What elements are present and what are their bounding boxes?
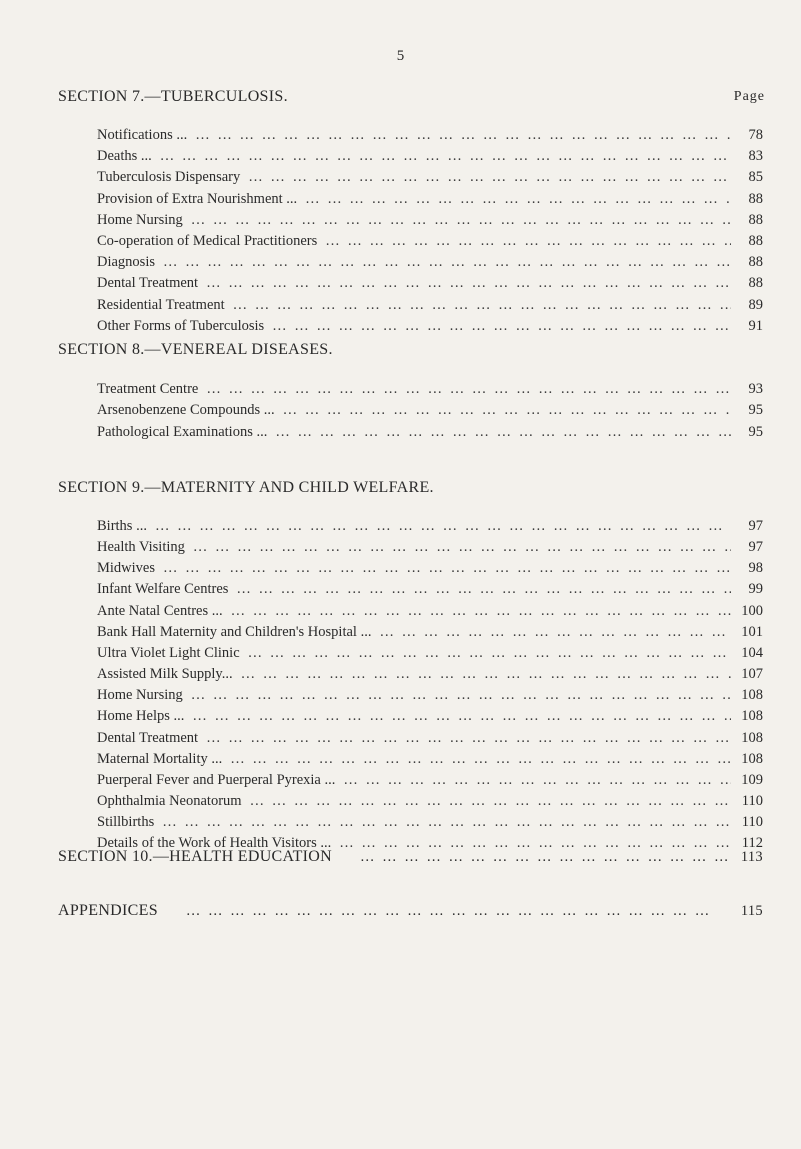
toc-entry-page: 78 <box>748 127 763 143</box>
section-10-entry[interactable] <box>58 848 763 868</box>
leader-dots <box>206 275 731 292</box>
toc-entry[interactable] <box>97 666 763 686</box>
toc-entry-label: Midwives <box>97 560 155 577</box>
toc-entry-page: 85 <box>748 169 763 186</box>
leader-dots <box>248 645 731 662</box>
toc-entry-label: Ante Natal Centres ... <box>97 602 223 619</box>
leader-dots <box>360 849 731 866</box>
toc-entry[interactable] <box>97 275 763 295</box>
toc-entry[interactable] <box>97 402 763 422</box>
toc-entry-page: 97 <box>748 518 763 534</box>
toc-entry-page: 89 <box>748 296 763 313</box>
toc-entry-label: Stillbirths <box>97 814 155 831</box>
toc-entry-label: Details of the Work of Health Visitors ... <box>97 835 332 852</box>
toc-entry[interactable] <box>97 687 763 707</box>
toc-entry-page: 108 <box>741 708 763 725</box>
toc-entry[interactable] <box>97 708 763 728</box>
toc-entry-label: Notifications ... <box>97 127 188 143</box>
toc-entry-label: Infant Welfare Centres <box>97 581 229 598</box>
toc-entry-label: Puerperal Fever and Puerperal Pyrexia ... <box>97 771 336 788</box>
toc-entry-page: 110 <box>741 792 763 809</box>
toc-entry[interactable] <box>97 560 763 580</box>
leader-dots <box>192 708 731 725</box>
toc-entry[interactable] <box>97 169 763 189</box>
toc-entry-page: 91 <box>748 317 763 334</box>
leader-dots <box>163 560 731 577</box>
toc-entry[interactable] <box>97 212 763 232</box>
page-column-label: Page <box>733 89 765 104</box>
toc-entry[interactable] <box>97 148 763 168</box>
toc-entry[interactable] <box>97 539 763 559</box>
section-7-heading: SECTION 7.—TUBERCULOSIS. <box>58 88 288 105</box>
leader-dots <box>231 603 731 620</box>
toc-entry-page: 109 <box>741 771 763 788</box>
leader-dots <box>379 624 731 641</box>
leader-dots <box>155 518 731 535</box>
toc-entry-page: 101 <box>741 623 763 640</box>
leader-dots <box>305 191 731 208</box>
toc-entry-page: 110 <box>741 814 763 831</box>
toc-entry-page: 83 <box>748 148 763 165</box>
toc-entry[interactable] <box>97 424 763 444</box>
toc-entry-page: 108 <box>741 687 763 704</box>
leader-dots <box>250 793 731 810</box>
section-10-label: SECTION 10.—HEALTH EDUCATION <box>58 848 333 865</box>
toc-entry-label: Bank Hall Maternity and Children's Hospital ... <box>97 623 372 640</box>
toc-entry[interactable] <box>97 318 763 338</box>
leader-dots <box>248 169 731 186</box>
toc-entry-label: Residential Treatment <box>97 296 225 313</box>
leader-dots <box>283 402 731 419</box>
appendices-page: 115 <box>740 903 763 919</box>
toc-entry-label: Dental Treatment <box>97 729 199 746</box>
appendices-label: APPENDICES <box>58 902 158 919</box>
toc-entry[interactable] <box>97 751 763 771</box>
toc-entry-label: Ultra Violet Light Clinic <box>97 644 240 661</box>
toc-entry-page: 88 <box>748 211 763 228</box>
toc-entry[interactable] <box>97 381 763 401</box>
toc-entry-page: 100 <box>741 602 763 619</box>
toc-entry[interactable] <box>97 645 763 665</box>
leader-dots <box>241 666 731 683</box>
toc-entry-page: 95 <box>748 423 763 440</box>
leader-dots <box>193 539 731 556</box>
section-10-page: 113 <box>740 849 763 865</box>
toc-entry[interactable] <box>97 814 763 834</box>
toc-entry[interactable] <box>97 603 763 623</box>
toc-entry-page: 108 <box>741 729 763 746</box>
toc-entry-label: Maternal Mortality ... <box>97 750 223 767</box>
toc-entry-label: Health Visiting <box>97 539 185 556</box>
toc-entry-label: Home Helps ... <box>97 708 185 725</box>
toc-entry[interactable] <box>97 793 763 813</box>
leader-dots <box>206 730 731 747</box>
toc-entry-label: Provision of Extra Nourishment ... <box>97 190 298 207</box>
leader-dots <box>191 212 731 229</box>
toc-entry-page: 88 <box>748 233 763 249</box>
toc-entry-label: Dental Treatment <box>97 275 199 292</box>
leader-dots <box>206 381 731 398</box>
toc-entry[interactable] <box>97 772 763 792</box>
toc-entry-page: 107 <box>741 666 763 683</box>
leader-dots <box>233 297 731 314</box>
toc-entry-page: 108 <box>741 750 763 767</box>
toc-entry[interactable] <box>97 581 763 601</box>
appendices-entry[interactable] <box>58 902 763 922</box>
leader-dots <box>325 233 731 250</box>
section-9-heading: SECTION 9.—MATERNITY AND CHILD WELFARE. <box>58 479 434 496</box>
toc-entry-label: Tuberculosis Dispensary <box>97 169 241 186</box>
page-number: 5 <box>396 48 405 64</box>
leader-dots <box>191 687 731 704</box>
leader-dots <box>272 318 731 335</box>
leader-dots <box>163 254 731 271</box>
toc-entry[interactable] <box>97 518 763 538</box>
toc-entry-page: 88 <box>748 254 763 271</box>
leader-dots <box>230 751 731 768</box>
toc-entry-page: 88 <box>748 275 763 292</box>
toc-entry-page: 112 <box>741 835 763 852</box>
toc-entry[interactable] <box>97 624 763 644</box>
leader-dots <box>236 581 731 598</box>
toc-entry-label: Ophthalmia Neonatorum <box>97 792 242 809</box>
toc-entry-label: Treatment Centre <box>97 381 199 397</box>
toc-entry-label: Home Nursing <box>97 211 183 228</box>
toc-entry-label: Births ... <box>97 518 147 534</box>
toc-entry[interactable] <box>97 233 763 253</box>
leader-dots <box>186 903 731 920</box>
toc-entry-page: 93 <box>748 381 763 397</box>
toc-entry[interactable] <box>97 254 763 274</box>
toc-entry-page: 88 <box>748 190 763 207</box>
section-8-heading: SECTION 8.—VENEREAL DISEASES. <box>58 341 333 358</box>
toc-entry-page: 97 <box>748 539 763 556</box>
toc-entry-page: 104 <box>741 644 763 661</box>
leader-dots <box>162 814 731 831</box>
toc-entry[interactable] <box>97 730 763 750</box>
toc-entry-label: Pathological Examinations ... <box>97 423 268 440</box>
toc-entry-page: 99 <box>748 581 763 598</box>
leader-dots <box>160 148 731 165</box>
leader-dots <box>343 772 731 789</box>
toc-entry-label: Other Forms of Tuberculosis <box>97 317 265 334</box>
toc-entry-label: Co-operation of Medical Practitioners <box>97 233 318 249</box>
toc-entry-label: Deaths ... <box>97 148 152 165</box>
leader-dots <box>195 127 731 144</box>
toc-entry[interactable] <box>97 191 763 211</box>
toc-entry-page: 95 <box>748 402 763 419</box>
toc-entry-label: Diagnosis <box>97 254 155 271</box>
toc-entry-label: Home Nursing <box>97 687 183 704</box>
toc-entry[interactable] <box>97 297 763 317</box>
toc-entry-page: 98 <box>748 560 763 577</box>
toc-entry-label: Arsenobenzene Compounds ... <box>97 402 275 419</box>
toc-entry[interactable] <box>97 127 763 147</box>
leader-dots <box>275 424 731 441</box>
toc-entry-label: Assisted Milk Supply... <box>97 666 233 683</box>
